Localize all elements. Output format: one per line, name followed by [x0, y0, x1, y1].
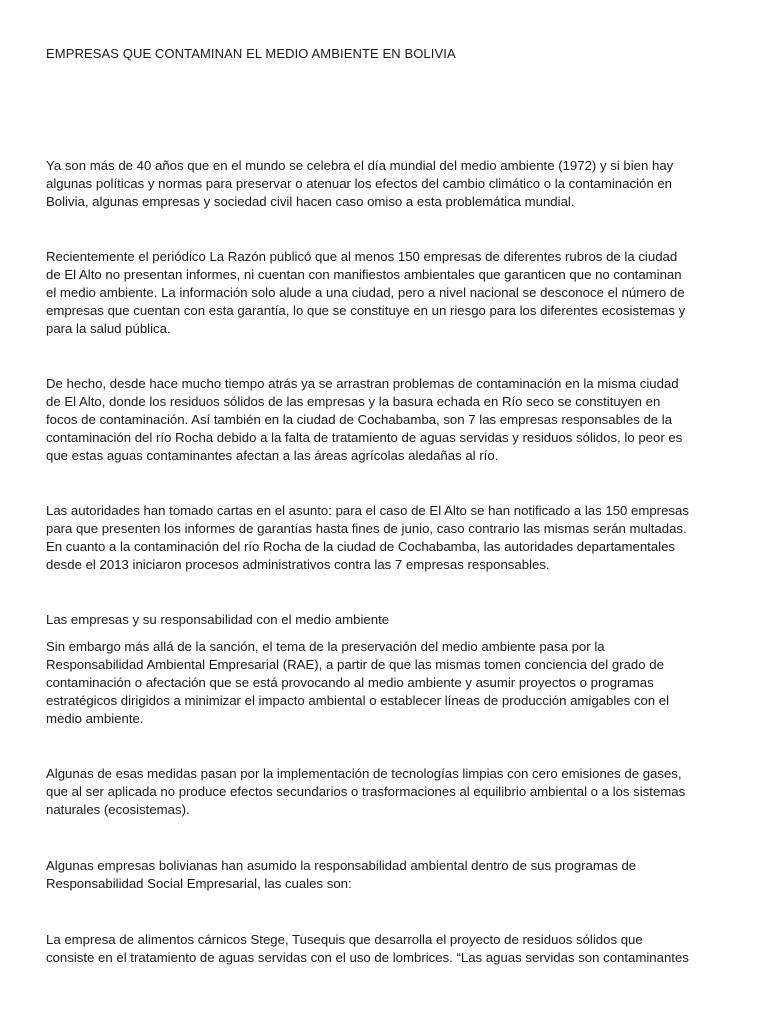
text-line: que estas aguas contaminantes afectan a las áreas agrícolas aledañas al río.: [46, 448, 499, 464]
text-line: naturales (ecosistemas).: [46, 802, 190, 818]
document-title: EMPRESAS QUE CONTAMINAN EL MEDIO AMBIENTE EN BOLIVIA: [46, 46, 456, 61]
text-line: En cuanto a la contaminación del río Rocha de la ciudad de Cochabamba, las autoridades departamentales: [46, 539, 676, 555]
text-line: Recientemente el periódico La Razón publicó que al menos 150 empresas de diferentes rubros de la ciudad: [46, 249, 678, 264]
text-line: Algunas empresas bolivianas han asumido la responsabilidad ambiental dentro de sus programas de: [46, 858, 637, 873]
text-line: de El Alto no presentan informes, ni cuentan con manifiestos ambientales que garanticen que no contaminan: [46, 267, 682, 283]
text-line: Algunas de esas medidas pasan por la implementación de tecnologías limpias con cero emisiones de gases,: [46, 766, 682, 781]
text-line: estratégicos dirigidos a minimizar el impacto ambiental o establecer líneas de producción amigables con el: [46, 693, 670, 709]
paragraph: [46, 931, 726, 967]
text-line: Sin embargo más allá de la sanción, el tema de la preservación del medio ambiente pasa por la: [46, 639, 605, 654]
section-heading: [46, 611, 726, 629]
text-line: contaminación del río Rocha debido a la falta de tratamiento de aguas servidas y residuos sólidos, lo peor es: [46, 430, 683, 446]
text-line: focos de contaminación. Así también en la ciudad de Cochabamba, son 7 las empresas responsables de la: [46, 412, 673, 428]
text-line: que al ser aplicada no produce efectos secundarios o trasformaciones al equilibrio ambiental o a los sistemas: [46, 784, 686, 800]
paragraph: [46, 857, 726, 893]
text-line: el medio ambiente. La información solo alude a una ciudad, pero a nivel nacional se desconoce el número de: [46, 285, 685, 301]
text-line: empresas que cuentan con esta garantía, lo que se constituye en un riesgo para los diferentes ecosistemas y: [46, 303, 686, 319]
text-line: algunas políticas y normas para preservar o atenuar los efectos del cambio climático o la contaminación en: [46, 176, 673, 192]
text-line: Responsabilidad Ambiental Empresarial (RAE), a partir de que las mismas tomen conciencia del grado de: [46, 657, 664, 673]
text-line: para la salud pública.: [46, 321, 171, 337]
text-line: para que presenten los informes de garantías hasta fines de junio, caso contrario las mismas serán multadas.: [46, 521, 687, 537]
paragraph: [46, 765, 726, 819]
paragraph: [46, 375, 726, 465]
text-line: Responsabilidad Social Empresarial, las cuales son:: [46, 876, 352, 892]
text-line: Bolivia, algunas empresas y sociedad civil hacen caso omiso a esta problemática mundial.: [46, 194, 575, 210]
paragraph: [46, 502, 726, 574]
text-line: La empresa de alimentos cárnicos Stege, Tusequis que desarrolla el proyecto de residuos sólidos que: [46, 932, 643, 947]
text-line: Las empresas y su responsabilidad con el medio ambiente: [46, 612, 390, 627]
paragraph: [46, 638, 726, 728]
text-line: desde el 2013 iniciaron procesos administrativos contra las 7 empresas responsables.: [46, 557, 550, 573]
text-line: contaminación o afectación que se está provocando al medio ambiente y asumir proyectos o programas: [46, 675, 654, 691]
text-line: De hecho, desde hace mucho tiempo atrás ya se arrastran problemas de contaminación en la misma ciudad: [46, 376, 679, 391]
text-line: Las autoridades han tomado cartas en el asunto: para el caso de El Alto se han notificado a las 150 empresas: [46, 503, 689, 518]
text-line: medio ambiente.: [46, 711, 144, 727]
text-line: Ya son más de 40 años que en el mundo se celebra el día mundial del medio ambiente (1972) y si bien hay: [46, 158, 674, 173]
paragraph: [46, 248, 726, 338]
text-line: de El Alto, donde los residuos sólidos de las empresas y la basura echada en Río seco se constituyen en: [46, 394, 661, 410]
text-line: consiste en el tratamiento de aguas servidas con el uso de lombrices. “Las aguas servidas son contaminantes: [46, 950, 689, 966]
paragraph: [46, 157, 726, 211]
